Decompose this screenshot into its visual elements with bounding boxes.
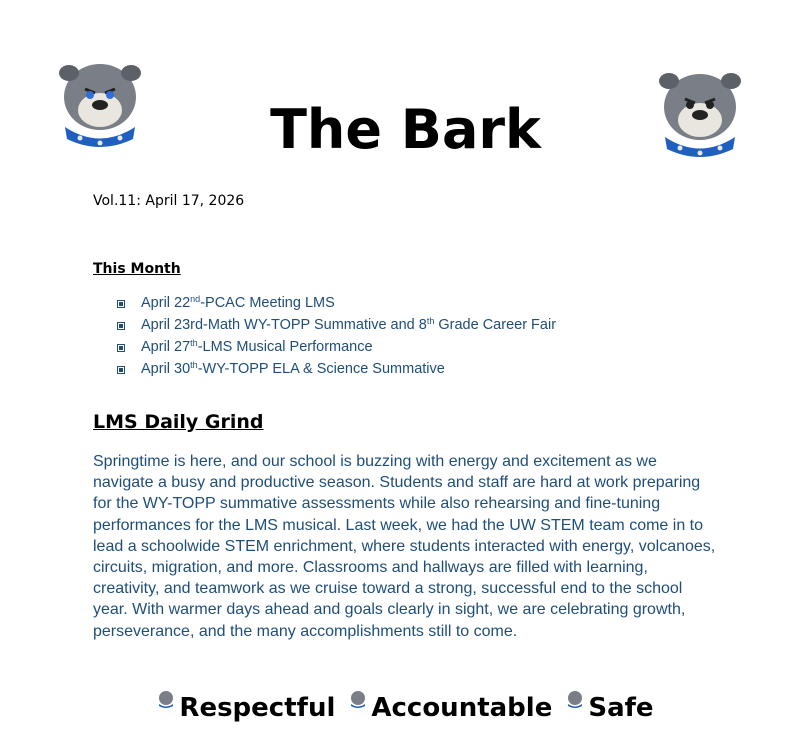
- this-month-heading: This Month: [93, 261, 181, 277]
- motto-word: Respectful: [179, 693, 336, 723]
- event-item: April 30th-WY-TOPP ELA & Science Summative: [116, 360, 556, 382]
- paragraph-line: circuits, migration, and more. Classrooms and hallways are filled with learning,: [93, 559, 648, 577]
- paragraph-line: navigate a busy and productive season. Students and staff are hard at work preparing: [93, 474, 701, 492]
- square-bullet-icon: [117, 344, 125, 352]
- event-item: April 23rd-Math WY-TOPP Summative and 8th Grade Career Fair: [116, 316, 556, 338]
- motto-word: Safe: [588, 693, 654, 723]
- volume-date: Vol.11: April 17, 2026: [93, 193, 245, 209]
- paragraph-line: performances for the LMS musical. Last week, we had the UW STEM team come in to: [93, 516, 704, 534]
- newsletter-title: The Bark: [270, 98, 541, 161]
- events-list: [116, 294, 556, 382]
- motto-word: Accountable: [371, 693, 553, 723]
- square-bullet-icon: [117, 300, 125, 308]
- square-bullet-icon: [117, 322, 125, 330]
- bulldog-mini-icon: [566, 690, 584, 708]
- bulldog-mini-icon: [157, 690, 175, 708]
- daily-grind-paragraph[interactable]: [93, 451, 723, 642]
- event-item: April 22nd-PCAC Meeting LMS: [116, 294, 556, 316]
- paragraph-line: year. With warmer days ahead and goals clearly in sight, we are celebrating growth,: [93, 601, 686, 619]
- school-motto: [0, 690, 811, 723]
- paragraph-line: creativity, and teamwork as we cruise toward a strong, successful end to the school: [93, 580, 683, 598]
- daily-grind-heading: LMS Daily Grind: [93, 411, 264, 433]
- paragraph-line: Springtime is here, and our school is buzzing with energy and excitement as we: [93, 453, 657, 470]
- paragraph-line: lead a schoolwide STEM enrichment, where students interacted with energy, volcanoes,: [93, 537, 716, 555]
- paragraph-line: perseverance, and the many accomplishments still to come.: [93, 622, 518, 640]
- bulldog-mini-icon: [349, 690, 367, 708]
- event-item: April 27th-LMS Musical Performance: [116, 338, 556, 360]
- square-bullet-icon: [117, 366, 125, 374]
- paragraph-line: for the WY-TOPP summative assessments while also rehearsing and fine-tuning: [93, 495, 661, 513]
